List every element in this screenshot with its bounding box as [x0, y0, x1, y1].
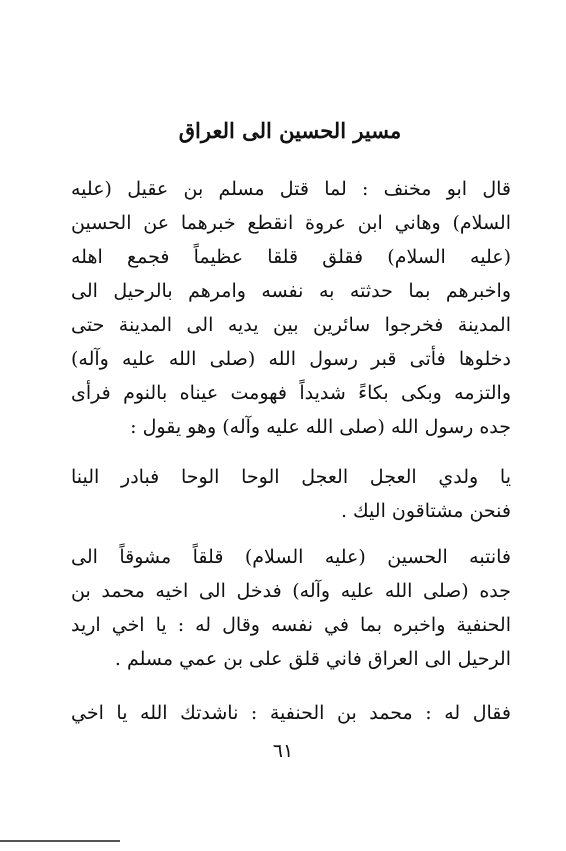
paragraph-3	[71, 540, 511, 676]
text-line: المدينة فخرجوا سائرين بين يديه الى المدينة حتى	[71, 314, 511, 336]
chapter-heading: مسير الحسين الى العراق	[178, 118, 402, 143]
text-line: الرحيل الى العراق فاني قلق على بن عمي مسلم .	[114, 648, 511, 670]
paragraph-2	[71, 460, 511, 528]
text-line: دخلوها فأتى قبر رسول الله (صلى الله عليه وآله)	[71, 348, 511, 370]
text-line: فقال له : محمد بن الحنفية : ناشدتك الله يا اخي	[71, 702, 511, 724]
text-line: والتزمه وبكى بكاءً شديداً فهومت عيناه بالنوم فرأى	[71, 382, 511, 404]
page-number: ٦١	[272, 740, 294, 762]
paragraph-4	[71, 696, 511, 730]
text-line: يا ولدي العجل العجل الوحا الوحا فبادر الينا	[71, 466, 511, 488]
page-edge-line	[0, 840, 120, 842]
text-line: فنحن مشتاقون اليك .	[340, 500, 511, 522]
text-line: قال ابو مخنف : لما قتل مسلم بن عقيل (عليه	[71, 178, 511, 200]
paragraph-1	[71, 172, 511, 444]
text-line: السلام) وهاني ابن عروة انقطع خبرهما عن الحسين	[71, 212, 511, 234]
text-line: جده (صلى الله عليه وآله) فدخل الى اخيه محمد بن	[71, 580, 511, 602]
text-line: الحنفية واخبره بما في نفسه وقال له : يا اخي اريد	[71, 614, 511, 636]
text-line: واخبرهم بما حدثته به نفسه وامرهم بالرحيل الى	[71, 280, 511, 302]
text-line: (عليه السلام) فقلق قلقا عظيماً فجمع اهله	[71, 246, 511, 268]
text-line: فانتبه الحسين (عليه السلام) قلقاً مشوقاً الى	[71, 546, 511, 568]
text-line: جده رسول الله (صلى الله عليه وآله) وهو يقول :	[130, 416, 511, 438]
